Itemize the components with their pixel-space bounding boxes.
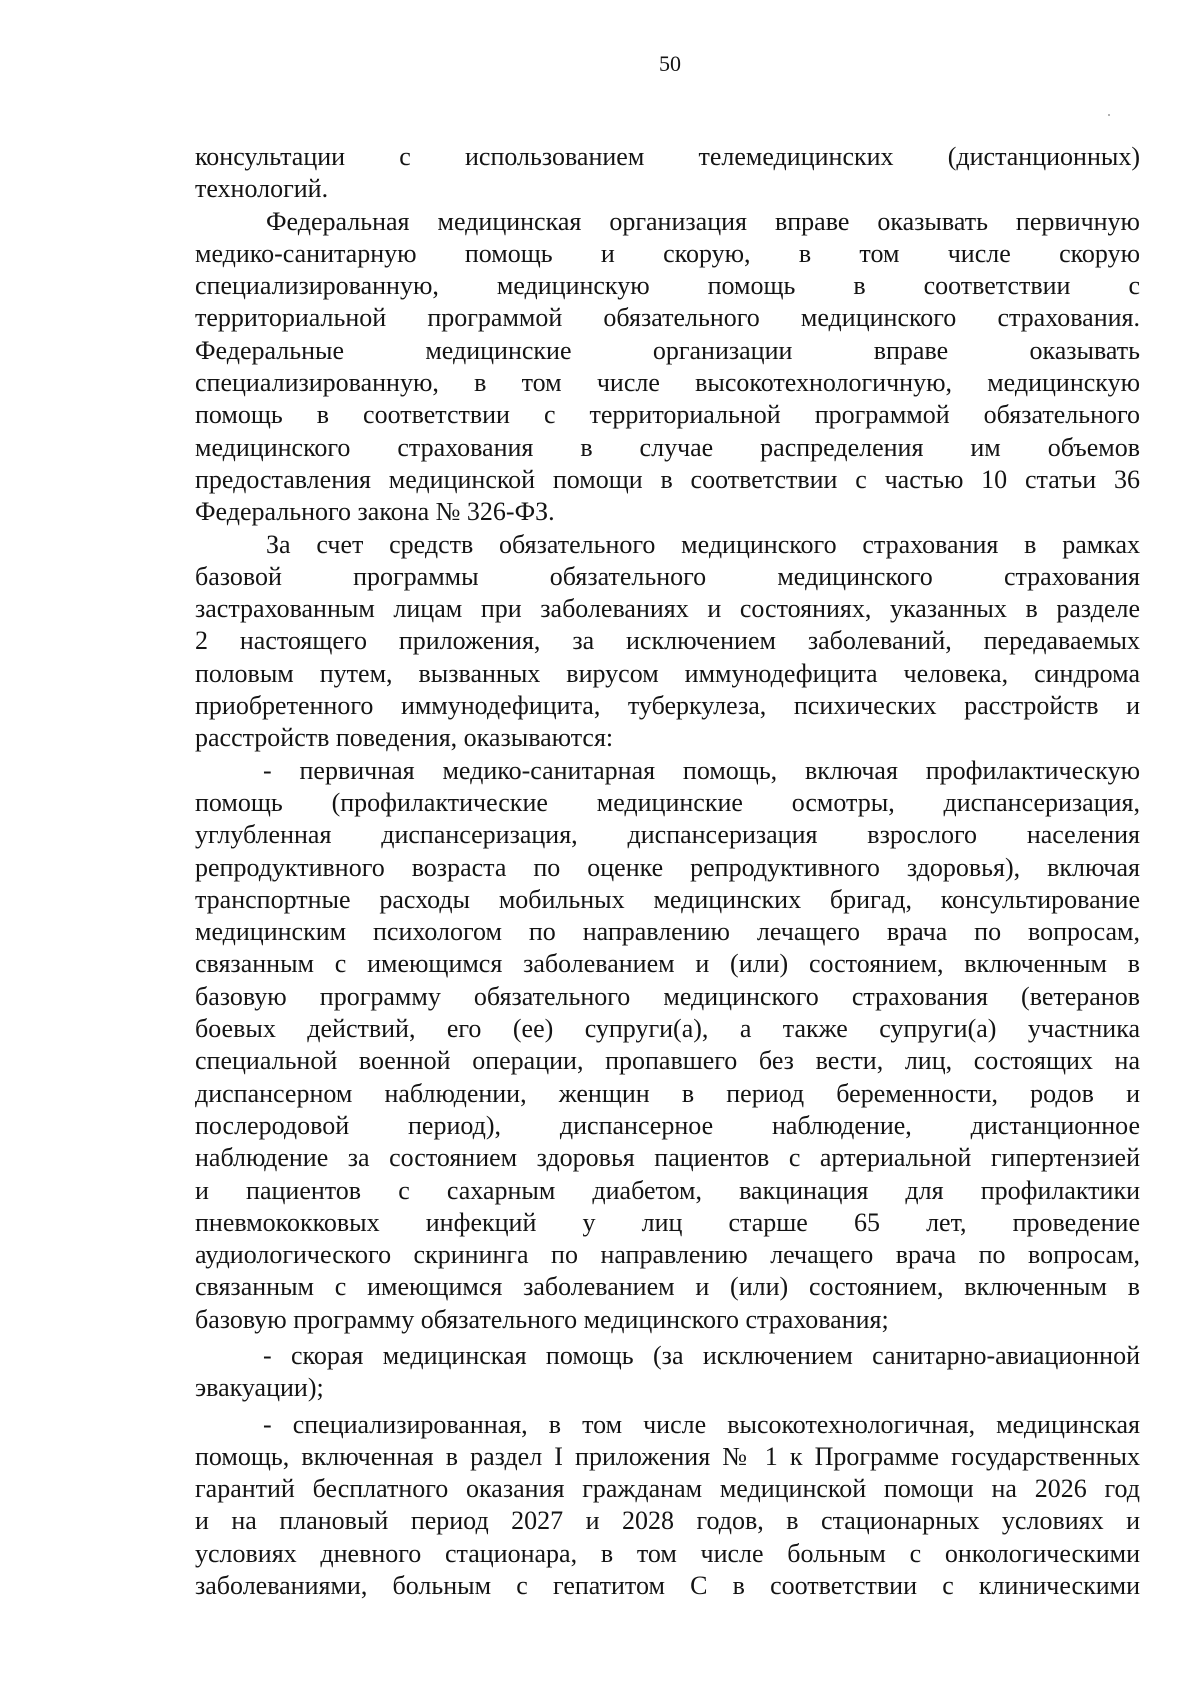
text-line: и на плановый период 2027 и 2028 годов, в стационарных условиях и [195, 1506, 1140, 1536]
text-line: боевых действий, его (ее) супруги(а), а также супруги(а) участника [195, 1014, 1140, 1044]
text-line: диспансерном наблюдении, женщин в период беременности, родов и [195, 1078, 1140, 1108]
text-line: аудиологического скрининга по направлению лечащего врача по вопросам, [195, 1240, 1140, 1270]
text-line: медицинским психологом по направлению лечащего врача по вопросам, [195, 917, 1140, 947]
text-line: послеродовой период), диспансерное наблюдение, дистанционное [195, 1110, 1140, 1140]
paragraph-2 [195, 206, 1140, 529]
text-line: Федерального закона № 326-ФЗ. [195, 497, 555, 527]
page-number: 50 [659, 51, 681, 76]
text-line: связанным с имеющимся заболеванием и (или) состоянием, включенным в [195, 949, 1140, 979]
text-line: транспортные расходы мобильных медицинских бригад, консультирование [195, 884, 1140, 914]
text-line: - скорая медицинская помощь (за исключением санитарно-авиационной [263, 1340, 1140, 1370]
text-line: приобретенного иммунодефицита, туберкулеза, психических расстройств и [195, 691, 1140, 721]
text-line: 2 настоящего приложения, за исключением заболеваний, передаваемых [195, 626, 1140, 656]
text-line: репродуктивного возраста по оценке репродуктивного здоровья), включая [195, 852, 1140, 882]
text-line: застрахованным лицам при заболеваниях и состояниях, указанных в разделе [195, 594, 1140, 624]
paragraph-5 [195, 1340, 1140, 1405]
paragraph-3 [195, 529, 1140, 755]
text-line: технологий. [195, 174, 329, 204]
text-line: медико-санитарную помощь и скорую, в том числе скорую [195, 238, 1140, 268]
text-line: базовую программу обязательного медицинского страхования (ветеранов [195, 981, 1140, 1011]
text-line: медицинского страхования в случае распределения им объемов [195, 432, 1140, 462]
text-line: помощь (профилактические медицинские осмотры, диспансеризация, [195, 787, 1140, 817]
text-line: расстройств поведения, оказываются: [195, 723, 614, 753]
text-line: - первичная медико-санитарная помощь, включая профилактическую [263, 755, 1140, 785]
text-line: базовую программу обязательного медицинского страхования; [195, 1304, 889, 1334]
text-line: помощь в соответствии с территориальной программой обязательного [195, 400, 1140, 430]
text-line: базовой программы обязательного медицинского страхования [195, 561, 1140, 591]
text-line: За счет средств обязательного медицинского страхования в рамках [266, 529, 1140, 559]
paragraph-6 [195, 1409, 1140, 1603]
text-line: углубленная диспансеризация, диспансеризация взрослого населения [195, 820, 1140, 850]
text-line: специальной военной операции, пропавшего без вести, лиц, состоящих на [195, 1046, 1140, 1076]
text-line: консультации с использованием телемедицинских (дистанционных) [195, 142, 1140, 171]
text-line: специализированную, медицинскую помощь в соответствии с [195, 271, 1140, 301]
text-line: территориальной программой обязательного медицинского страхования. [195, 303, 1140, 333]
text-line: Федеральная медицинская организация вправе оказывать первичную [266, 206, 1140, 236]
text-line: связанным с имеющимся заболеванием и (или) состоянием, включенным в [195, 1272, 1140, 1302]
text-line: заболеваниями, больным с гепатитом С в соответствии с клиническими [195, 1571, 1140, 1601]
text-line: пневмококковых инфекций у лиц старше 65 лет, проведение [195, 1207, 1140, 1237]
text-line: и пациентов с сахарным диабетом, вакцинация для профилактики [195, 1175, 1140, 1205]
text-line: - специализированная, в том числе высокотехнологичная, медицинская [263, 1409, 1140, 1439]
paragraph-1 [195, 141, 1140, 206]
paragraph-4 [195, 755, 1140, 1336]
text-line: Федеральные медицинские организации вправе оказывать [195, 335, 1140, 365]
scan-speck [1108, 114, 1110, 116]
text-line: половым путем, вызванных вирусом иммунодефицита человека, синдрома [195, 658, 1140, 688]
text-line: специализированную, в том числе высокотехнологичную, медицинскую [195, 368, 1140, 398]
text-line: условиях дневного стационара, в том числе больным с онкологическими [195, 1538, 1140, 1568]
document-body [195, 141, 1140, 1602]
text-line: эвакуации); [195, 1373, 324, 1403]
text-line: наблюдение за состоянием здоровья пациентов с артериальной гипертензией [195, 1143, 1140, 1173]
text-line: гарантий бесплатного оказания гражданам медицинской помощи на 2026 год [195, 1474, 1140, 1504]
text-line: помощь, включенная в раздел I приложения № 1 к Программе государственных [195, 1441, 1140, 1471]
text-line: предоставления медицинской помощи в соответствии с частью 10 статьи 36 [195, 464, 1140, 494]
